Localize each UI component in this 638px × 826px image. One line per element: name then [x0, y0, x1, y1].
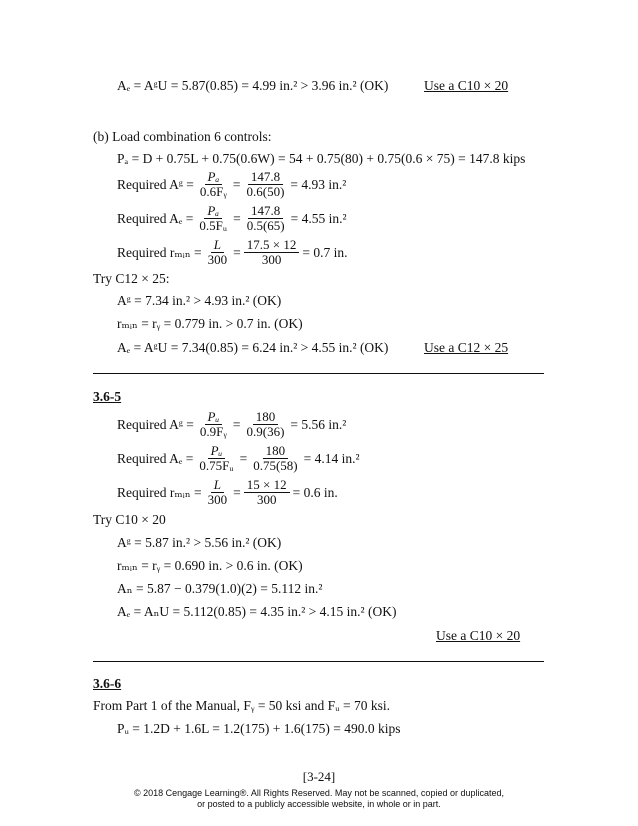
value: = 4.93 in.² [290, 176, 347, 192]
check-rmin-b: rₘᵢₙ = rᵧ = 0.779 in. > 0.7 in. (OK) [117, 316, 303, 331]
check-ag-b: Aᵍ = 7.34 in.² > 4.93 in.² (OK) [117, 293, 282, 308]
try-section-b: Try C12 × 25: [93, 271, 170, 286]
result-use-c10x20-365: Use a C10 × 20 [436, 628, 521, 643]
page-number: [3-24] [302, 769, 336, 784]
result-use-c10x20-a: Use a C10 × 20 [424, 78, 509, 93]
result-use-c12x25: Use a C12 × 25 [424, 340, 509, 355]
fraction: $\frac{\text{Pₐ}}{\text{0.6Fᵧ}}$ [199, 169, 227, 200]
equation-required-ag-b: Required Aᵍ = $\frac{\text{Pₐ}}{\text{0.6Fᵧ}}$ = $\frac{147.8}{0.6(50)}$ = 4.93 in.² [117, 169, 347, 200]
equation-pa: Pₐ = D + 0.75L + 0.75(0.6W) = 54 + 0.75(80) + 0.75(0.6 × 75) = 147.8 kips [117, 151, 526, 166]
equation-required-ag-365: Required Aᵍ = $\frac{\text{Pᵤ}}{\text{0.9Fᵧ}}$ = $\frac{180}{0.9(36)}$ = 5.56 in.² [117, 409, 347, 440]
section-heading-b: (b) Load combination 6 controls: [93, 129, 272, 144]
check-rmin-365: rₘᵢₙ = rᵧ = 0.690 in. > 0.6 in. (OK) [117, 558, 303, 573]
equation-required-ae-365: Required Aₑ = $\frac{\text{Pᵤ}}{\text{0.75Fᵤ}}$ = $\frac{180}{0.75(58)}$ = 4.14 in.² [117, 443, 360, 474]
label: Required Aᵍ = [117, 176, 194, 192]
intro-text-366: From Part 1 of the Manual, Fᵧ = 50 ksi and Fᵤ = 70 ksi. [93, 698, 390, 713]
check-an-365: Aₙ = 5.87 − 0.379(1.0)(2) = 5.112 in.² [117, 581, 323, 596]
equation-required-rmin-b: Required rₘᵢₙ = $\frac{L}{300}$ = $\frac{17.5 \times 12}{300}$ = 0.7 in. [117, 237, 348, 268]
equation-ae-c10: Aₑ = AᵍU = 5.87(0.85) = 4.99 in.² > 3.96 in.² (OK) [117, 78, 389, 93]
equation-required-ae-b: Required Aₑ = $\frac{\text{Pₐ}}{\text{0.5Fᵤ}}$ = $\frac{147.8}{0.5(65)}$ = 4.55 in.² [117, 203, 347, 234]
check-ae-365: Aₑ = AₙU = 5.112(0.85) = 4.35 in.² > 4.15 in.² (OK) [117, 604, 397, 619]
problem-heading-3-6-6: 3.6-6 [93, 676, 122, 691]
try-section-365: Try C10 × 20 [93, 512, 166, 527]
equation-required-rmin-365: Required rₘᵢₙ = $\frac{L}{300}$ = $\frac{15 \times 12}{300}$ = 0.6 in. [117, 477, 338, 508]
problem-heading-3-6-5: 3.6-5 [93, 389, 122, 404]
copyright-line-1: © 2018 Cengage Learning®. All Rights Reserved. May not be scanned, copied or duplicated, [134, 788, 504, 798]
copyright-line-2: or posted to a publicly accessible website, in whole or in part. [197, 799, 441, 809]
divider [93, 373, 544, 374]
check-ag-365: Aᵍ = 5.87 in.² > 5.56 in.² (OK) [117, 535, 282, 550]
fraction: $\frac{147.8}{0.6(50)}$ [246, 169, 285, 200]
check-ae-b: Aₑ = AᵍU = 7.34(0.85) = 6.24 in.² > 4.55 in.² (OK) [117, 340, 389, 355]
equation-pu-366: Pᵤ = 1.2D + 1.6L = 1.2(175) + 1.6(175) = 490.0 kips [117, 721, 401, 736]
divider [93, 661, 544, 662]
